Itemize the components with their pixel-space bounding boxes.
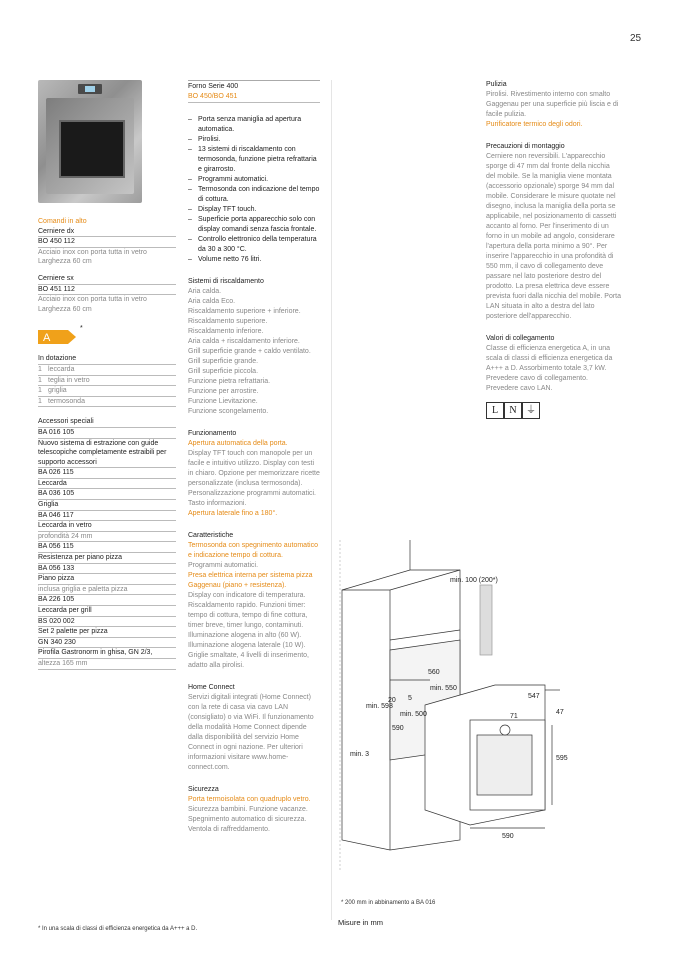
dim-20: 20 (388, 697, 396, 704)
neutral-icon: N (504, 402, 522, 419)
heating-item: Riscaldamento inferiore. (188, 328, 264, 335)
feature-item: – Volume netto 76 litri. (188, 255, 320, 265)
model-detail: Acciaio inox con porta tutta in vetro (38, 248, 147, 256)
diagram-footnote: * 200 mm in abbinamento a BA 016 (341, 900, 436, 906)
home-connect-heading: Home Connect (188, 684, 235, 691)
model-detail: Larghezza 60 cm (38, 305, 92, 313)
installation-diagram (330, 540, 630, 890)
clean-highlight: Purificatore termico degli odori. (486, 121, 583, 128)
column-notes (486, 80, 621, 419)
accessory-name: Resistenza per piano pizza (38, 553, 176, 564)
oven-photo (38, 80, 142, 203)
safety-text: Sicurezza bambini. Funzione vacanze. Spegnimento automatico di sicurezza. Ventola di raffreddamento. (188, 806, 308, 833)
safety-highlight: Porta termoisolata con quadruplo vetro. (188, 796, 311, 803)
heating-list (188, 287, 320, 417)
dotazione-name: teglia in vetro (48, 376, 90, 384)
accessory-name: Griglia (38, 500, 176, 511)
mount-heading: Precauzioni di montaggio (486, 143, 565, 150)
function-highlight: Apertura automatica della porta. (188, 440, 288, 447)
dim-590-bottom: 590 (502, 833, 514, 840)
feature-item: – Controllo elettronico della temperatura da 30 a 300 °C. (188, 235, 320, 255)
accessory-detail: altezza 165 mm (38, 659, 176, 670)
feature-list (188, 115, 320, 265)
oven-control-panel (78, 84, 102, 94)
heating-item: Funzione per arrostire. (188, 388, 259, 395)
feature-item: – 13 sistemi di riscaldamento con termosonda, funzione pietra refrattaria e girarrosto. (188, 145, 320, 175)
dotazione-item (38, 386, 176, 397)
accessory-code: BA 036 105 (38, 489, 176, 500)
dotazione-heading: In dotazione (38, 354, 176, 365)
model-code: BO 451 112 (38, 285, 176, 296)
energy-class-text: A (43, 332, 51, 345)
dotazione-qty: 1 (38, 397, 42, 405)
series-title: Forno Serie 400 (188, 80, 320, 92)
ground-icon: ⏚ (522, 402, 540, 419)
heating-item: Funzione scongelamento. (188, 408, 269, 415)
dim-560: 560 (428, 669, 440, 676)
accessory-detail: profondità 24 mm (38, 532, 176, 543)
measure-label: Misure in mm (338, 918, 384, 927)
accessory-code: BA 056 133 (38, 564, 176, 575)
connection-text: Classe di efficienza energetica A, in una scala di classi di efficienza energetica da A+++ a D. Assorbimento totale 3,7 kW. Prevedere cavo di collegamento. Prevedere cavo LAN. (486, 345, 613, 392)
column-features (188, 80, 320, 835)
dotazione-item (38, 376, 176, 387)
heating-item: Aria calda Eco. (188, 298, 236, 305)
safety-heading: Sicurezza (188, 786, 219, 793)
accessory-name: Piano pizza (38, 574, 176, 585)
dotazione-qty: 1 (38, 365, 42, 373)
feature-item: – Superficie porta apparecchio solo con display comandi senza fascia frontale. (188, 215, 320, 235)
dotazione-item (38, 397, 176, 408)
heating-item: Grill superficie grande. (188, 358, 259, 365)
features-highlight-2: Presa elettrica interna per sistema pizza Gaggenau (piano + resistenza). (188, 572, 313, 589)
page-footnote: * In una scala di classi di efficienza energetica da A+++ a D. (38, 926, 198, 932)
accessory-name: Set 2 palette per pizza (38, 627, 176, 638)
accessory-code: BA 026 115 (38, 468, 176, 479)
column-models: Comandi in alto Cerniere dx BO 450 112 Acciaio inox con porta tutta in vetro Larghezza 60 cm Cerniere sx BO 451 112 Acciaio inox con porta tutta in vetro Larghezza 60 cm A * In dotazione 1 leccarda 1 teglia in vetro 1 griglia 1 termosonda Accessori speciali BA 016 105 Nuovo sistema di estrazione con guide telescopiche completamente estraibili per supporto accessori BA 026 115 Leccarda BA 036 105 Griglia BA 046 117 Leccarda in vetro profondità 24 mm BA 056 115 Resistenza per piano pizza BA 056 133 Piano pizza inclusa griglia e paletta pizza BA 226 105 Leccarda per grill BS 020 002 Set 2 palette per pizza GN 340 230 Pirofila Gastronorm in ghisa, GN 2/3, altezza 165 mm (38, 80, 176, 670)
hinge-label: Cerniere sx (38, 274, 176, 285)
function-text: Display TFT touch con manopole per un facile e intuitivo utilizzo. Display con testi in chiaro. Opzione per memorizzare ricette personalizzate (inclusa termosonda). Personalizzazione programmi automatici. Tasto informazioni. (188, 450, 320, 507)
accessory-code: BA 016 105 (38, 428, 176, 439)
dotazione-name: leccarda (48, 365, 75, 373)
accessory-name: Leccarda (38, 479, 176, 490)
features-text-2: Display con indicatore di temperatura. Riscaldamento rapido. Funzioni timer: tempo di cottura, tempo di fine cottura, timer breve, timer lungo, contaminuti. Illuminazione alogena in alto (60 W). Illuminazione alogena laterale (10 W). Griglie smaltate, 4 livelli di inserimento, adatto alla pirolisi. (188, 592, 309, 669)
accessory-code: BA 056 115 (38, 542, 176, 553)
accessory-detail: inclusa griglia e paletta pizza (38, 585, 176, 596)
function-heading: Funzionamento (188, 430, 237, 437)
dim-min-550: min. 550 (430, 685, 457, 692)
page-number: 25 (630, 33, 642, 44)
model-code: BO 450 112 (38, 237, 176, 248)
heating-item: Riscaldamento superiore. (188, 318, 268, 325)
accessory-name: Leccarda in vetro (38, 521, 176, 532)
accessory-code: BA 226 105 (38, 595, 176, 606)
accessory-code: BA 046 117 (38, 511, 176, 522)
model-detail: Acciaio inox con porta tutta in vetro (38, 296, 147, 304)
heating-heading: Sistemi di riscaldamento (188, 278, 264, 285)
energy-label-icon (38, 330, 78, 344)
heating-item: Funzione pietra refrattaria. (188, 378, 271, 385)
dim-47: 47 (556, 709, 564, 716)
dim-71: 71 (510, 713, 518, 720)
model-detail: Larghezza 60 cm (38, 258, 92, 266)
dotazione-qty: 1 (38, 376, 42, 384)
features-heading: Caratteristiche (188, 532, 234, 539)
connection-icons (486, 402, 621, 419)
accessori-list (38, 428, 176, 670)
accessory-code: GN 340 230 (38, 638, 176, 649)
model-group-left (38, 274, 176, 314)
clean-heading: Pulizia (486, 81, 507, 88)
dim-min-3: min. 3 (350, 751, 370, 758)
clean-text: Pirolisi. Rivestimento interno con smalto Gaggenau per una superficie più liscia e di facile pulizia. (486, 91, 619, 118)
oven-door (46, 98, 134, 194)
features-highlight: Termosonda con spegnimento automatico e indicazione tempo di cottura. (188, 542, 318, 559)
home-connect-text: Servizi digitali integrati (Home Connect) con la rete di casa via cavo LAN (consigliato) o via WiFi. Il funzionamento della modalità Home Connect dipende dalla disponibilità del servizio Home Connect in ogni nazione. Per ulteriori informazioni visitare www.home-connect.com. (188, 694, 314, 771)
dotazione-name: griglia (48, 387, 67, 395)
accessory-name: Leccarda per grill (38, 606, 176, 617)
hinge-label: Cerniere dx (38, 227, 176, 238)
dim-min-500: min. 500 (400, 711, 427, 718)
feature-item: – Programmi automatici. (188, 175, 320, 185)
dotazione-item (38, 365, 176, 376)
dotazione-list (38, 365, 176, 407)
heating-item: Aria calda + riscaldamento inferiore. (188, 338, 300, 345)
dim-547: 547 (528, 693, 540, 700)
dim-590-left: 590 (392, 725, 404, 732)
dim-5: 5 (408, 695, 412, 702)
heating-item: Aria calda. (188, 288, 222, 295)
heating-item: Grill superficie piccola. (188, 368, 259, 375)
dim-595: 595 (556, 755, 568, 762)
series-models: BO 450/BO 451 (188, 92, 320, 103)
oven-window (59, 120, 125, 178)
heating-item: Funzione Lievitazione. (188, 398, 258, 405)
function-highlight-2: Apertura laterale fino a 180°. (188, 510, 278, 517)
accessory-code: BS 020 002 (38, 617, 176, 628)
dotazione-qty: 1 (38, 387, 42, 395)
feature-item: – Porta senza maniglia ad apertura automatica. (188, 115, 320, 135)
model-group-right (38, 227, 176, 267)
feature-item: – Pirolisi. (188, 135, 320, 145)
accessory-name: Pirofila Gastronorm in ghisa, GN 2/3, (38, 648, 176, 659)
line-icon: L (486, 402, 504, 419)
dim-min-598: min. 598 (366, 703, 393, 710)
accessory-name: Nuovo sistema di estrazione con guide telescopiche completamente estraibili per supporto accessori (38, 439, 176, 469)
dim-clearance: min. 100 (200*) (450, 577, 498, 584)
heating-item: Riscaldamento superiore + inferiore. (188, 308, 301, 315)
accessori-heading: Accessori speciali (38, 417, 176, 428)
feature-item: – Display TFT touch. (188, 205, 320, 215)
mount-text: Cerniere non reversibili. L'apparecchio sporge di 47 mm dal fronte della nicchia del mobile. Se la maniglia viene montata (accessorio opzionale) sporge 94 mm dal mobile. Considerare le misure quotate nel disegno, inclusa la maniglia della porta se applicabile, nel posizionamento di cassetti accanto al forno. Per l'inserimento di un forno in un mobile ad angolo, considerare l'apertura della porta minimo a 90°. Per inserire l'apparecchio in una profondità di 550 mm, il cavo di collegamento deve passare nel lato posteriore destro del prodotto. La presa elettrica deve essere prevista fuori dalla nicchia del mobile. Porta LAN situata in alto a destra del lato posteriore dell'apparecchio. (486, 153, 622, 320)
connection-heading: Valori di collegamento (486, 335, 555, 342)
heating-item: Grill superficie grande + caldo ventilato. (188, 348, 311, 355)
feature-item: – Termosonda con indicazione del tempo di cottura. (188, 185, 320, 205)
controls-top-label: Comandi in alto (38, 218, 87, 225)
dotazione-name: termosonda (48, 397, 85, 405)
features-text-1: Programmi automatici. (188, 562, 259, 569)
